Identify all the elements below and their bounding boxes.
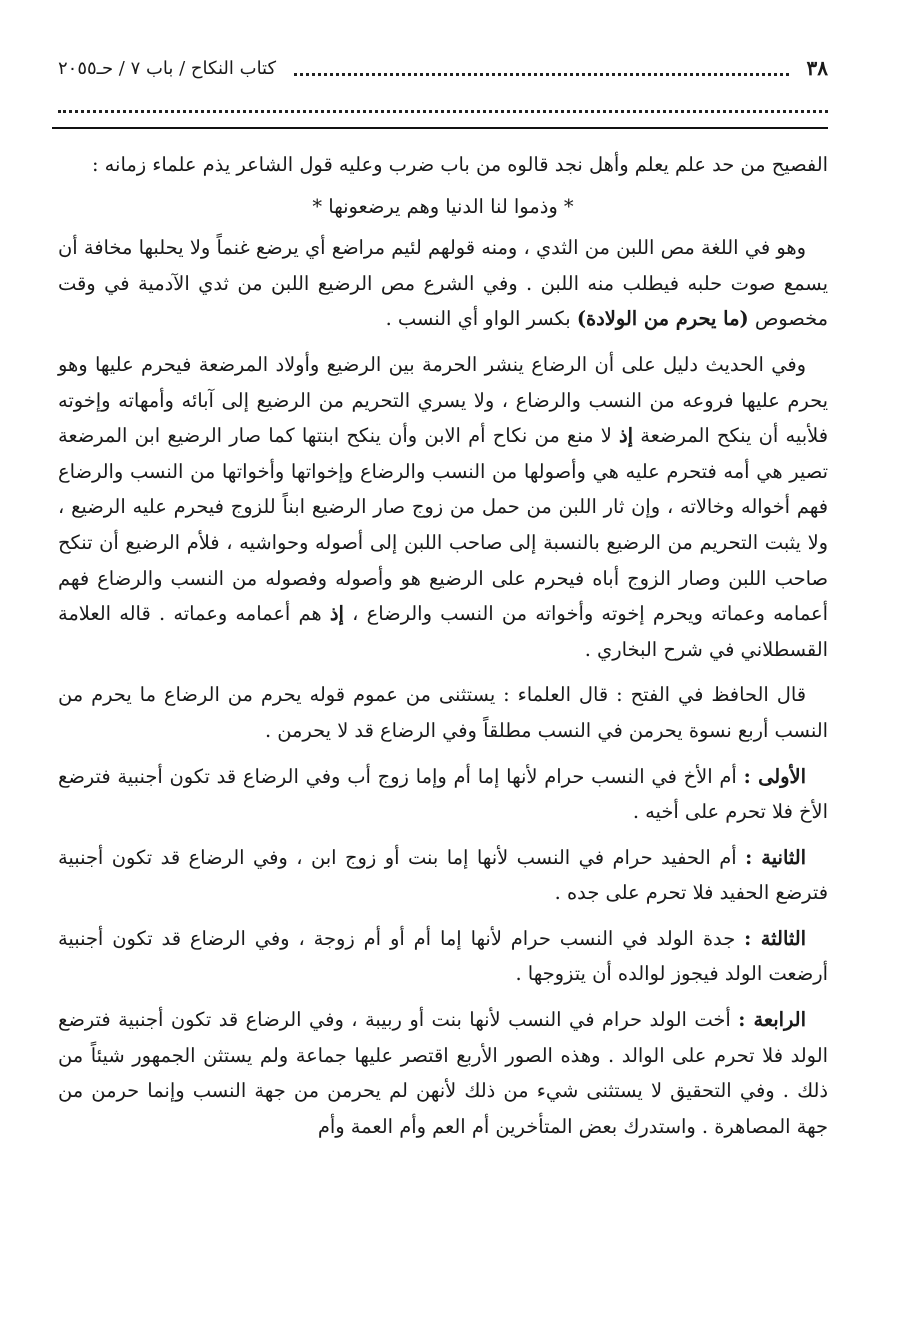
paragraph-text: وهو في اللغة مص اللبن من الثدي ، ومنه قولهم لئيم مراضع أي يرضع غنماً ولا يحلبها مخافة أن يسمع صوت حلبه فيطلب منه اللبن . وفي الشرع مص الرضيع اللبن من ثدي الآدمية في وقت مخصوص	[58, 236, 828, 331]
item-label: الرابعة :	[738, 1008, 806, 1032]
paragraph	[58, 677, 828, 748]
paragraph-text: أخت الولد حرام في النسب لأنها بنت أو ربيبة ، وفي الرضاع قد تكون أجنبية فترضع الولد فلا تحرم على الوالد . وهذه الصور الأربع اقتصر عليها جماعة ولم يستثن الجمهور شيئاً من ذلك . وفي التحقيق لا يستثنى شيء من ذلك لأنهن لم يحرمن من جهة النسب وإنما حرمن من جهة المصاهرة . واستدرك بعض المتأخرين أم العم وأم العمة وأم	[58, 1008, 828, 1138]
paragraph-text: الفصيح من حد علم يعلم وأهل نجد قالوه من باب ضرب وعليه قول الشاعر يذم علماء زمانه :	[91, 153, 828, 176]
verse-text: * وذموا لنا الدنيا وهم يرضعونها *	[312, 194, 574, 218]
item-label: الثانية :	[745, 845, 806, 869]
paragraph-text: جدة الولد في النسب حرام لأنها إما أم أو أم زوجة ، وفي الرضاع قد تكون أجنبية أرضعت الولد فيجوز لوالده أن يتزوجها .	[58, 926, 828, 986]
paragraph	[58, 921, 828, 992]
paragraph	[58, 840, 828, 911]
paragraph	[58, 147, 828, 183]
page-number: ٣٨	[806, 56, 828, 80]
paragraph	[58, 230, 828, 337]
paragraph-text: قال الحافظ في الفتح : قال العلماء : يستثنى من عموم قوله يحرم من الرضاع ما يحرم من النسب أربع نسوة يحرمن في النسب مطلقاً وفي الرضاع قد لا يحرمن .	[58, 683, 828, 742]
paragraph-text: أم الحفيد حرام في النسب لأنها إما بنت أو زوج ابن ، وفي الرضاع قد تكون أجنبية فترضع الحفيد فلا تحرم على جده .	[58, 845, 828, 905]
bold-phrase: (ما يحرم من الولادة)	[576, 307, 749, 331]
header-dotted-line	[58, 90, 828, 113]
book-page	[58, 46, 828, 1336]
paragraph	[58, 759, 828, 830]
paragraph-text: وفي الحديث دليل على أن الرضاع ينشر الحرمة بين الرضيع وأولاد المرضعة فيحرم عليها وهو يحرم عليها فروعه من النسب والرضاع ، ولا يسري التحريم من الرضيع إلى آبائه وأمهاته وإخوته فلأبيه أن ينكح المرضعة	[58, 352, 828, 448]
header-dotted-leader	[294, 73, 788, 76]
verse-line	[58, 189, 828, 225]
page-header	[58, 46, 828, 90]
running-title: كتاب النكاح / باب ٧ / حـ٢٠٥٥	[58, 57, 277, 79]
paragraph	[58, 347, 828, 667]
body-text	[58, 147, 828, 1144]
paragraph-text: بكسر الواو أي النسب .	[385, 307, 571, 331]
bold-word: إذ	[619, 424, 634, 448]
item-label: الأولى :	[743, 764, 806, 788]
bold-word: إذ	[329, 602, 344, 626]
paragraph-text: لا منع من نكاح أم الابن وأن ينكح ابنتها كما صار الرضيع ابن المرضعة تصير هي أمه فتحرم عليه هي وأصولها من النسب والرضاع وإخواتها وأخواتها من النسب والرضاع فهم أخواله وخالاته ، وإن ثار اللبن من حمل من زوج صار الرضيع ابناً للزوج فيحرم عليه الرضيع ، ولا يثبت التحريم من الرضيع بالنسبة إلى صاحب اللبن إلى أصوله وحواشيه ، فلأم الرضيع أن تنكح صاحب اللبن وصار الزوج أباه فيحرم على الرضيع هو وأصوله وفصوله من النسب والرضاع فهم أعمامه وعماته ويحرم إخوته وأخواته من النسب والرضاع ،	[58, 424, 829, 626]
paragraph	[58, 1002, 828, 1144]
item-label: الثالثة :	[744, 926, 806, 950]
paragraph-text: هم أعمامه وعماته . قاله العلامة القسطلاني في شرح البخاري .	[58, 602, 828, 661]
header-rule	[52, 127, 828, 129]
paragraph-text: أم الأخ في النسب حرام لأنها إما أم وإما زوج أب وفي الرضاع قد تكون أجنبية فترضع الأخ فلا تحرم على أخيه .	[58, 764, 828, 824]
